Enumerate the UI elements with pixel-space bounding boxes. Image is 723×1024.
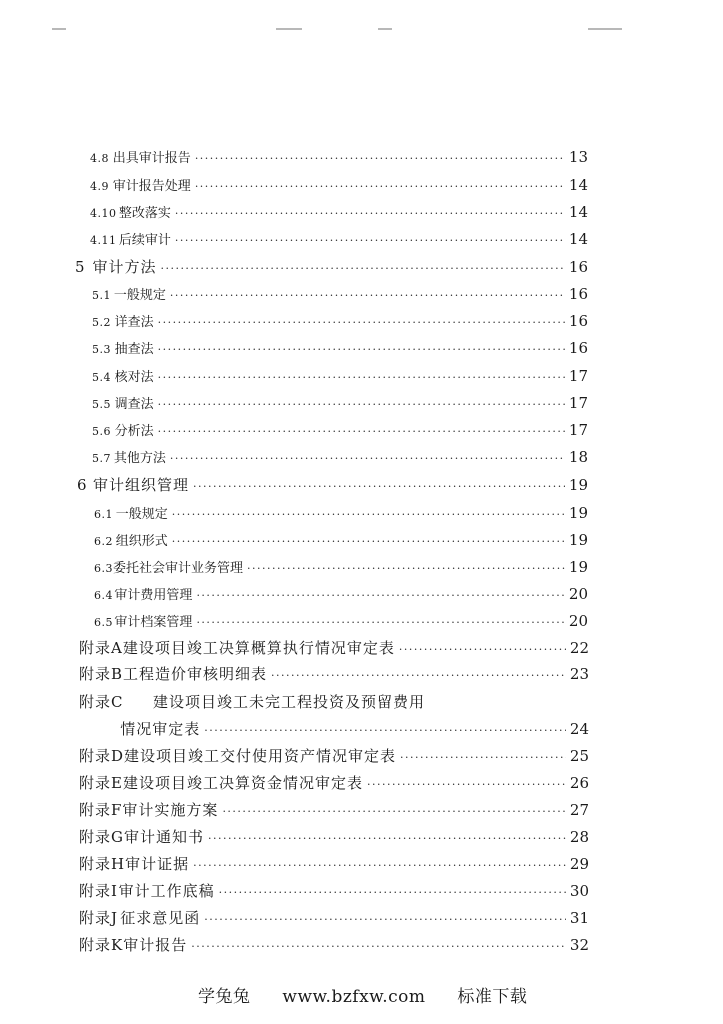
- toc-entry-number: 5.2: [92, 316, 111, 329]
- toc-entry-page: 17: [568, 367, 588, 385]
- toc-entry[interactable]: [94, 503, 588, 525]
- toc-appendix[interactable]: [79, 826, 589, 848]
- toc-appendix-continuation[interactable]: [79, 718, 589, 740]
- toc-appendix-number: 附录J: [79, 909, 119, 927]
- toc-entry-number: 6.1: [94, 508, 113, 521]
- dot-leader: [400, 751, 566, 764]
- toc-appendix-title: 工程造价审核明细表: [123, 665, 268, 683]
- toc-appendix-number: 附录G: [79, 828, 124, 846]
- toc-entry-page: 18: [568, 448, 588, 466]
- toc-chapter-page: 16: [568, 258, 588, 276]
- toc-appendix-number: 附录E: [79, 774, 123, 792]
- toc-appendix-title: 建设项目竣工决算概算执行情况审定表: [122, 639, 395, 657]
- toc-appendix[interactable]: [79, 853, 589, 875]
- toc-entry[interactable]: [92, 311, 588, 333]
- toc-entry-page: 20: [568, 612, 588, 630]
- dot-leader: [158, 398, 565, 411]
- toc-appendix[interactable]: [79, 799, 589, 821]
- dot-leader: [195, 180, 565, 193]
- dot-leader: [399, 643, 566, 656]
- dot-leader: [247, 562, 565, 575]
- toc-appendix-page: 28: [569, 828, 589, 846]
- toc-entry[interactable]: [90, 147, 588, 169]
- toc-entry-title: 出具审计报告: [112, 151, 191, 166]
- toc-entry-page: 17: [568, 421, 588, 439]
- toc-entry-title: 委托社会审计业务管理: [113, 561, 244, 576]
- toc-entry-title: 核对法: [114, 370, 154, 385]
- toc-entry-number: 6.3: [94, 562, 113, 575]
- dot-leader: [158, 316, 565, 329]
- toc-entry-title: 调查法: [114, 397, 154, 412]
- footer-slogan: 标准下载: [457, 987, 528, 1007]
- toc-entry[interactable]: [90, 229, 588, 251]
- toc-appendix-number: 附录D: [79, 747, 125, 765]
- toc-appendix-page: 23: [569, 665, 589, 683]
- toc-entry-title: 审计费用管理: [114, 588, 193, 603]
- dot-leader: [271, 669, 566, 682]
- toc-appendix-page: 26: [569, 774, 589, 792]
- toc-entry-page: 19: [568, 504, 588, 522]
- toc-appendix[interactable]: [79, 934, 589, 956]
- toc-chapter-number: 5: [75, 258, 85, 276]
- toc-entry-title: 分析法: [114, 424, 154, 439]
- toc-entry[interactable]: [92, 420, 588, 442]
- toc-entry[interactable]: [90, 175, 588, 197]
- toc-entry-title: 审计报告处理: [112, 179, 191, 194]
- toc-entry[interactable]: [94, 530, 588, 552]
- toc-appendix-page: 30: [569, 882, 589, 900]
- toc-entry[interactable]: [92, 284, 588, 306]
- toc-entry-title: 一般规定: [115, 507, 168, 522]
- toc-appendix[interactable]: [79, 880, 589, 902]
- toc-chapter-title: 审计组织管理: [93, 476, 190, 494]
- toc-appendix[interactable]: [79, 691, 589, 713]
- toc-entry-number: 6.4: [94, 589, 113, 602]
- toc-entry-title: 组织形式: [115, 534, 168, 549]
- dot-leader: [219, 886, 566, 899]
- toc-appendix-page: 25: [569, 747, 589, 765]
- toc-chapter-page: 19: [568, 476, 588, 494]
- toc-entry-page: 20: [568, 585, 588, 603]
- toc-appendix-number: 附录B: [79, 665, 124, 683]
- dot-leader: [193, 859, 566, 872]
- toc-appendix-title: 审计报告: [123, 936, 188, 954]
- toc-entry-number: 4.10: [90, 207, 117, 220]
- toc-entry[interactable]: [94, 557, 588, 579]
- toc-entry[interactable]: [92, 393, 588, 415]
- toc-entry-number: 6.5: [94, 616, 113, 629]
- toc-entry[interactable]: [90, 202, 588, 224]
- toc-entry[interactable]: [92, 366, 588, 388]
- toc-entry-title: 其他方法: [113, 451, 166, 466]
- toc-chapter-number: 6: [77, 476, 87, 494]
- toc-appendix-title: 征求意见函: [120, 909, 201, 927]
- toc-entry-title: 抽查法: [114, 342, 154, 357]
- dot-leader: [158, 425, 565, 438]
- dot-leader: [196, 616, 564, 629]
- toc-entry-number: 5.7: [92, 452, 111, 465]
- toc-appendix-title: 建设项目竣工未完工程投资及预留费用: [153, 693, 426, 711]
- toc-entry-page: 19: [568, 531, 588, 549]
- dot-leader: [170, 452, 565, 465]
- toc-entry-page: 16: [568, 312, 588, 330]
- toc-entry-number: 5.4: [92, 371, 111, 384]
- toc-appendix[interactable]: [79, 907, 589, 929]
- toc-appendix-page: 31: [569, 909, 589, 927]
- dot-leader: [208, 832, 566, 845]
- toc-appendix-title: 审计工作底稿: [118, 882, 215, 900]
- dot-leader: [158, 371, 565, 384]
- toc-entry-page: 17: [568, 394, 588, 412]
- toc-entry-page: 16: [568, 285, 588, 303]
- toc-appendix-number: 附录A: [79, 639, 123, 657]
- dot-leader: [172, 535, 565, 548]
- toc-entry[interactable]: [92, 338, 588, 360]
- toc-entry[interactable]: [92, 447, 588, 469]
- dot-leader: [172, 508, 565, 521]
- dot-leader: [158, 343, 565, 356]
- toc-entry[interactable]: [94, 611, 588, 633]
- toc-entry-number: 4.9: [90, 180, 109, 193]
- dot-leader: [170, 289, 565, 302]
- dot-leader: [204, 913, 566, 926]
- toc-entry-page: 13: [568, 148, 588, 166]
- toc-appendix-page: 27: [569, 801, 589, 819]
- toc-appendix-number: 附录C: [79, 693, 124, 711]
- toc-entry-page: 14: [568, 230, 588, 248]
- toc-entry-page: 19: [568, 558, 588, 576]
- toc-entry[interactable]: [94, 584, 588, 606]
- toc-appendix-title: 审计实施方案: [122, 801, 219, 819]
- toc-entry-number: 5.6: [92, 425, 111, 438]
- dot-leader: [175, 207, 565, 220]
- dot-leader: [160, 262, 564, 275]
- toc-appendix[interactable]: [79, 637, 589, 659]
- toc-chapter[interactable]: [75, 256, 588, 278]
- toc-appendix-number: 附录K: [79, 936, 124, 954]
- dot-leader: [175, 234, 565, 247]
- toc-entry-title: 详查法: [114, 315, 154, 330]
- toc-entry-title: 一般规定: [113, 288, 166, 303]
- toc-entry-number: 4.11: [90, 234, 117, 247]
- toc-appendix-page: 22: [569, 639, 589, 657]
- toc-chapter-title: 审计方法: [92, 258, 157, 276]
- toc-entry-number: 6.2: [94, 535, 113, 548]
- footer-watermark: [198, 982, 553, 1007]
- toc-entry-title: 整改落实: [118, 206, 171, 221]
- toc-entry-number: 5.3: [92, 343, 111, 356]
- toc-appendix-title: 建设项目竣工决算资金情况审定表: [122, 774, 363, 792]
- toc-appendix-number: 附录H: [79, 855, 126, 873]
- toc-entry-number: 5.5: [92, 398, 111, 411]
- toc-appendix-title: 审计通知书: [123, 828, 204, 846]
- toc-appendix-page: 29: [569, 855, 589, 873]
- toc-entry-page: 16: [568, 339, 588, 357]
- toc-appendix[interactable]: [79, 663, 589, 685]
- toc-appendix[interactable]: [79, 745, 589, 767]
- toc-entry-title: 审计档案管理: [114, 615, 193, 630]
- toc-entry-number: 4.8: [90, 152, 109, 165]
- toc-appendix-title: 建设项目竣工交付使用资产情况审定表: [124, 747, 397, 765]
- toc-appendix-title: 情况审定表: [120, 720, 201, 738]
- dot-leader: [204, 724, 566, 737]
- toc-appendix-number: 附录I: [79, 882, 118, 900]
- toc-entry-page: 14: [568, 203, 588, 221]
- dot-leader: [196, 589, 564, 602]
- footer-site-name: 学兔兔: [198, 987, 251, 1007]
- toc-appendix[interactable]: [79, 772, 589, 794]
- dot-leader: [191, 940, 566, 953]
- footer-url: www.bzfxw.com: [282, 987, 426, 1007]
- dot-leader: [195, 152, 565, 165]
- toc-appendix-number: 附录F: [79, 801, 123, 819]
- toc-chapter[interactable]: [77, 474, 588, 496]
- dot-leader: [222, 805, 565, 818]
- toc-entry-title: 后续审计: [118, 233, 171, 248]
- toc-entry-page: 14: [568, 176, 588, 194]
- toc-appendix-page: 24: [569, 720, 589, 738]
- dot-leader: [367, 778, 566, 791]
- toc-appendix-title: 审计证据: [125, 855, 190, 873]
- toc-appendix-page: 32: [569, 936, 589, 954]
- toc-entry-number: 5.1: [92, 289, 111, 302]
- dot-leader: [193, 480, 565, 493]
